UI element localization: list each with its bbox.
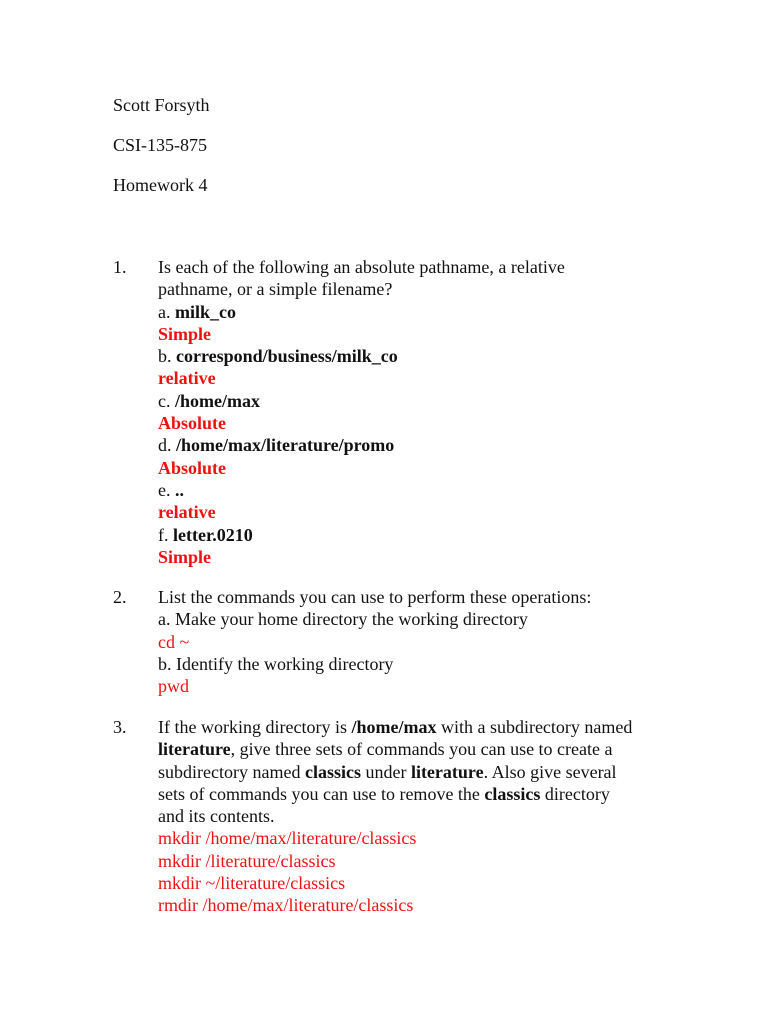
answer-text: Simple	[158, 323, 212, 344]
item-path: /home/max	[175, 390, 260, 411]
author-name: Scott Forsyth	[113, 95, 210, 115]
item-path: correspond/business/milk_co	[176, 346, 398, 367]
answer-text: mkdir ~/literature/classics	[158, 873, 346, 894]
prompt-text: subdirectory named	[158, 761, 305, 782]
answer-text: mkdir /literature/classics	[158, 850, 336, 871]
course-code: CSI-135-875	[113, 135, 207, 155]
list-item	[158, 434, 668, 456]
item-path: /home/max/literature/promo	[176, 435, 395, 456]
list-item	[158, 301, 668, 323]
question-body	[158, 586, 668, 697]
item-prefix: f.	[158, 524, 173, 545]
list-item	[158, 345, 668, 367]
item-prefix: d.	[158, 435, 176, 456]
question-number: 1.	[113, 257, 127, 277]
answer-text: cd ~	[158, 631, 190, 652]
prompt-text: . Also give several	[483, 761, 617, 782]
item-path: ..	[175, 479, 184, 500]
question-number: 2.	[113, 587, 127, 607]
question-prompt-line	[158, 716, 668, 738]
item-path: letter.0210	[173, 524, 253, 545]
item-prefix: e.	[158, 479, 175, 500]
question-prompt-line	[158, 738, 668, 760]
question-number: 3.	[113, 717, 127, 737]
list-item	[158, 524, 668, 546]
list-item: b. Identify the working directory	[158, 653, 394, 674]
item-path: milk_co	[175, 301, 236, 322]
prompt-text: If the working directory is	[158, 717, 352, 737]
list-item	[158, 479, 668, 501]
question-prompt-line: and its contents.	[158, 806, 275, 827]
prompt-path: literature	[410, 761, 484, 782]
assignment-title: Homework 4	[113, 175, 208, 195]
prompt-text: under	[360, 761, 411, 782]
question-prompt-line	[158, 783, 668, 805]
answer-text: rmdir /home/max/literature/classics	[158, 895, 414, 916]
prompt-text: directory	[540, 783, 610, 804]
list-item: a. Make your home directory the working directory	[158, 609, 528, 630]
question-body	[158, 256, 668, 568]
prompt-text: sets of commands you can use to remove the	[158, 783, 485, 804]
answer-text: Absolute	[158, 413, 227, 434]
prompt-path: classics	[484, 783, 541, 804]
answer-text: Absolute	[158, 457, 227, 478]
answer-text: mkdir /home/max/literature/classics	[158, 828, 417, 849]
question-prompt-line: List the commands you can use to perform these operations:	[158, 587, 592, 607]
question-prompt-line	[158, 761, 668, 783]
answer-text: pwd	[158, 676, 189, 697]
question-prompt-line: Is each of the following an absolute pathname, a relative	[158, 257, 565, 277]
item-prefix: a.	[158, 301, 175, 322]
question-prompt-line: pathname, or a simple filename?	[158, 279, 393, 300]
answer-text: relative	[158, 368, 216, 389]
prompt-path: literature	[158, 739, 231, 760]
answer-text: Simple	[158, 546, 212, 567]
item-prefix: c.	[158, 390, 175, 411]
list-item	[158, 390, 668, 412]
question-body	[158, 716, 668, 917]
item-prefix: b.	[158, 346, 176, 367]
prompt-text: with a subdirectory named	[436, 717, 633, 737]
prompt-text: , give three sets of commands you can use to create a	[230, 739, 613, 760]
prompt-path: classics	[304, 761, 361, 782]
answer-text: relative	[158, 502, 216, 523]
prompt-path: /home/max	[351, 717, 437, 737]
